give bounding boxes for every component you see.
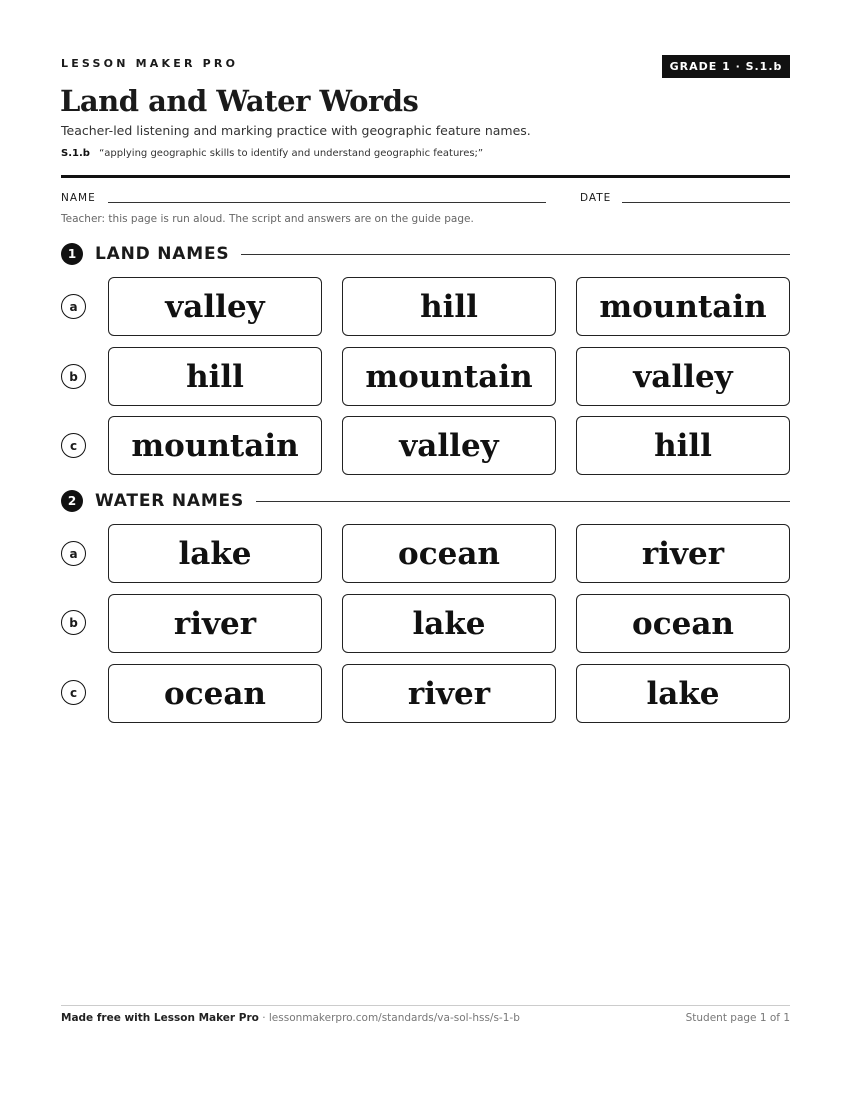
section-divider — [256, 501, 790, 502]
footer-brand: Made free with Lesson Maker Pro — [61, 1012, 259, 1024]
word-card[interactable]: valley — [342, 416, 556, 475]
word-card[interactable]: ocean — [342, 524, 556, 583]
word-card[interactable]: valley — [576, 347, 790, 406]
word-card[interactable]: hill — [576, 416, 790, 475]
word-card[interactable]: valley — [108, 277, 322, 336]
row-letter: a — [61, 294, 86, 319]
word-card[interactable]: mountain — [108, 416, 322, 475]
row-letter: c — [61, 433, 86, 458]
word-card[interactable]: mountain — [576, 277, 790, 336]
footer-divider — [61, 1005, 790, 1006]
word-card[interactable]: river — [108, 594, 322, 653]
row-letter: b — [61, 364, 86, 389]
section-title: LAND NAMES — [95, 244, 230, 264]
standard-line — [61, 148, 483, 159]
section-header-water — [61, 490, 790, 512]
standard-code: S.1.b — [61, 148, 90, 159]
word-card[interactable]: mountain — [342, 347, 556, 406]
word-card[interactable]: river — [576, 524, 790, 583]
section-title: WATER NAMES — [95, 491, 245, 511]
footer-url[interactable]: lessonmakerpro.com/standards/va-sol-hss/s-1-b — [268, 1012, 520, 1024]
word-card[interactable]: lake — [342, 594, 556, 653]
word-card[interactable]: hill — [108, 347, 322, 406]
footer-separator: · — [258, 1012, 269, 1024]
page-subtitle: Teacher-led listening and marking practice with geographic feature names. — [61, 123, 531, 138]
word-card[interactable]: hill — [342, 277, 556, 336]
name-field[interactable] — [108, 202, 546, 203]
row-letter: b — [61, 610, 86, 635]
word-card[interactable]: ocean — [108, 664, 322, 723]
section-number: 1 — [61, 243, 83, 265]
brand-name: LESSON MAKER PRO — [61, 57, 239, 70]
word-card[interactable]: river — [342, 664, 556, 723]
header-divider — [61, 175, 790, 178]
date-label: DATE — [580, 192, 612, 204]
date-field[interactable] — [622, 202, 790, 203]
grade-badge: GRADE 1 · S.1.b — [662, 55, 790, 78]
teacher-note: Teacher: this page is run aloud. The script and answers are on the guide page. — [61, 213, 474, 225]
footer-credit — [61, 1012, 520, 1024]
section-number: 2 — [61, 490, 83, 512]
row-letter: c — [61, 680, 86, 705]
section-header-land — [61, 243, 790, 265]
page-title: Land and Water Words — [60, 84, 419, 118]
section-divider — [241, 254, 790, 255]
word-card[interactable]: lake — [108, 524, 322, 583]
word-card[interactable]: lake — [576, 664, 790, 723]
row-letter: a — [61, 541, 86, 566]
word-card[interactable]: ocean — [576, 594, 790, 653]
name-label: NAME — [61, 192, 96, 204]
page-indicator: Student page 1 of 1 — [685, 1012, 790, 1024]
standard-text: “applying geographic skills to identify and understand geographic features;” — [99, 148, 484, 159]
